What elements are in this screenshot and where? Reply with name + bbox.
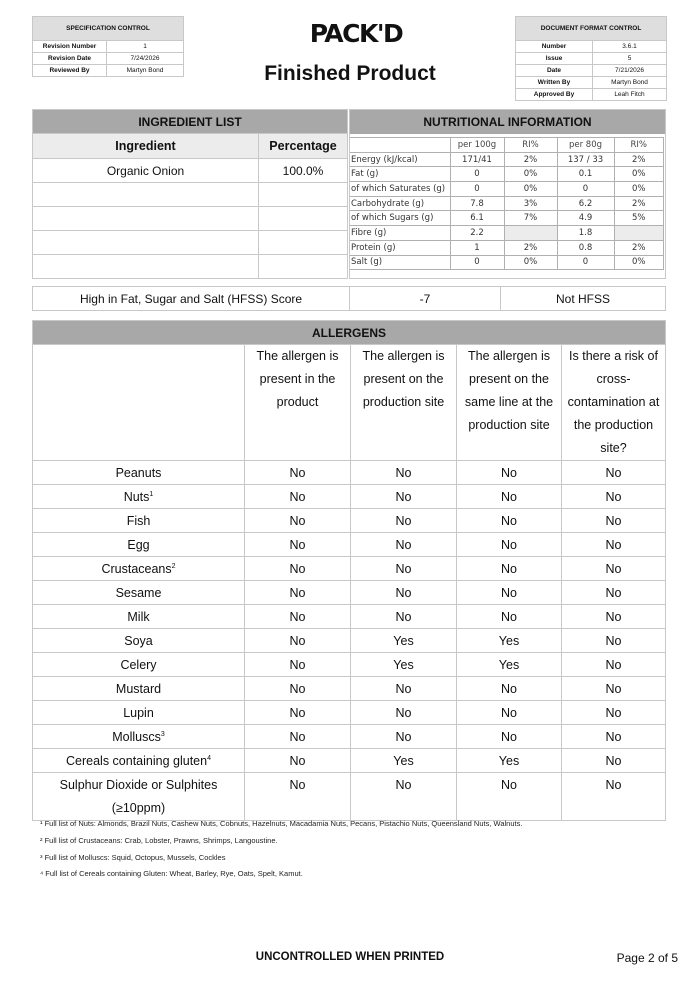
nutrient-value: 7% (504, 211, 557, 226)
allergens-table (32, 320, 666, 821)
nutrient-value: 3% (504, 196, 557, 211)
allergen-name (33, 749, 245, 773)
spec-value: Martyn Bond (107, 65, 184, 77)
allergen-row (33, 773, 666, 821)
nutrient-name: of which Saturates (g) (350, 182, 450, 197)
nutrient-value: 0% (614, 167, 664, 182)
allergen-name (33, 605, 245, 629)
allergen-column-header: Is there a risk of cross-contamination at the production site? (562, 345, 666, 461)
nutrition-row (350, 226, 664, 241)
allergen-answer: No (562, 509, 666, 533)
nutrient-value: 2.2 (450, 226, 504, 241)
allergen-answer: No (562, 461, 666, 485)
allergen-answer: Yes (457, 653, 562, 677)
allergen-answer: No (245, 557, 351, 581)
allergen-answer: No (457, 773, 562, 821)
nutrition-row (350, 240, 664, 255)
allergen-row (33, 677, 666, 701)
nutrient-value: 1 (450, 240, 504, 255)
doc-label: Date (516, 65, 593, 77)
allergen-name-text: Celery (120, 657, 157, 672)
nutrient-name: Salt (g) (350, 255, 450, 270)
ingredient-percentage (259, 255, 348, 279)
percentage-column-header: Percentage (259, 134, 348, 159)
allergen-answer: No (245, 461, 351, 485)
footnote: ³ Full list of Molluscs: Squid, Octopus, Mussels, Cockles (40, 852, 226, 862)
allergen-answer: No (457, 557, 562, 581)
allergen-answer: No (245, 605, 351, 629)
ingredient-percentage (259, 183, 348, 207)
allergens-header-row (33, 345, 666, 461)
allergen-row (33, 629, 666, 653)
ingredient-row (33, 159, 348, 183)
allergen-answer: No (351, 461, 457, 485)
allergen-name (33, 485, 245, 509)
allergen-answer: No (351, 677, 457, 701)
allergen-row (33, 701, 666, 725)
spec-row (33, 65, 184, 77)
ingredient-row (33, 183, 348, 207)
nutrient-name: of which Sugars (g) (350, 211, 450, 226)
doc-value: 3.6.1 (593, 41, 667, 53)
allergen-answer: No (245, 773, 351, 821)
allergen-name-text: Sulphur Dioxide or Sulphites (≥10ppm) (59, 778, 218, 815)
nutrient-value: 0 (557, 182, 614, 197)
allergen-name-text: Fish (126, 513, 151, 528)
nutritional-information-panel (349, 109, 666, 279)
allergen-answer: No (351, 701, 457, 725)
allergen-answer: No (245, 485, 351, 509)
allergen-column-header: The allergen is present in the product (245, 345, 351, 461)
nutrient-value: 1.8 (557, 226, 614, 241)
nutrient-value: 0.8 (557, 240, 614, 255)
allergen-row (33, 725, 666, 749)
allergen-answer: No (351, 605, 457, 629)
ingredient-row (33, 255, 348, 279)
doc-row (516, 65, 667, 77)
allergen-name-text: Sesame (115, 585, 162, 600)
allergen-name-text: Lupin (123, 705, 154, 720)
nutrition-header-cell: per 80g (557, 138, 614, 153)
footnote-marker: 2 (171, 562, 176, 570)
spec-control-title: SPECIFICATION CONTROL (33, 17, 184, 41)
allergen-answer: No (562, 581, 666, 605)
allergen-answer: Yes (351, 653, 457, 677)
doc-value: 7/21/2026 (593, 65, 667, 77)
nutrient-value: 0 (450, 167, 504, 182)
nutrient-name: Carbohydrate (g) (350, 196, 450, 211)
nutrient-value: 6.1 (450, 211, 504, 226)
allergen-name (33, 701, 245, 725)
nutrient-value: 2% (504, 240, 557, 255)
ingredient-name: Organic Onion (33, 159, 259, 183)
allergen-row (33, 605, 666, 629)
allergen-answer: No (351, 725, 457, 749)
nutrient-value: 7.8 (450, 196, 504, 211)
nutrient-value: 2% (614, 240, 664, 255)
allergen-answer: No (457, 725, 562, 749)
allergen-name (33, 629, 245, 653)
allergen-answer: Yes (457, 629, 562, 653)
allergen-answer: No (245, 749, 351, 773)
ingredient-name (33, 255, 259, 279)
allergen-answer: No (245, 629, 351, 653)
nutrition-row (350, 211, 664, 226)
allergen-answer: No (562, 605, 666, 629)
doc-row (516, 77, 667, 89)
ingredient-name (33, 183, 259, 207)
spec-row (33, 53, 184, 65)
doc-row (516, 41, 667, 53)
allergen-column-header: The allergen is present on the production site (351, 345, 457, 461)
nutrition-table (350, 137, 664, 270)
allergen-row (33, 509, 666, 533)
allergen-answer: Yes (457, 749, 562, 773)
page-number: Page 2 of 5 (616, 951, 678, 965)
allergen-answer: No (562, 533, 666, 557)
nutrition-row (350, 167, 664, 182)
allergen-name-text: Soya (124, 633, 153, 648)
hfss-label: High in Fat, Sugar and Salt (HFSS) Score (33, 287, 350, 311)
allergen-answer: No (562, 725, 666, 749)
footnote-marker: 1 (149, 490, 154, 498)
allergen-answer: No (351, 557, 457, 581)
allergen-name-text: Mustard (115, 681, 162, 696)
footnote-marker: 3 (160, 730, 165, 738)
nutrient-value: 5% (614, 211, 664, 226)
spec-value: 1 (107, 41, 184, 53)
allergen-name (33, 509, 245, 533)
allergen-name-text: Peanuts (115, 465, 162, 480)
allergen-answer: No (351, 485, 457, 509)
nutrition-row (350, 196, 664, 211)
allergen-name (33, 653, 245, 677)
spec-row (33, 41, 184, 53)
allergen-name-text: Cereals containing gluten (66, 753, 208, 768)
allergen-name (33, 677, 245, 701)
allergen-name (33, 557, 245, 581)
nutrition-row (350, 152, 664, 167)
ingredient-percentage: 100.0% (259, 159, 348, 183)
nutrient-value: 0 (557, 255, 614, 270)
uncontrolled-notice: UNCONTROLLED WHEN PRINTED (255, 951, 445, 963)
allergen-row (33, 461, 666, 485)
doc-row (516, 89, 667, 101)
nutrition-row (350, 182, 664, 197)
allergen-name-text: Molluscs (112, 729, 161, 744)
allergen-answer: No (457, 701, 562, 725)
allergen-row (33, 749, 666, 773)
ingredient-list-title: INGREDIENT LIST (33, 110, 348, 134)
nutrient-value: 0 (450, 182, 504, 197)
nutrition-header-cell: per 100g (450, 138, 504, 153)
spec-label: Revision Date (33, 53, 107, 65)
doc-label: Issue (516, 53, 593, 65)
page-title: Finished Product (264, 62, 436, 85)
nutrient-name: Energy (kJ/kcal) (350, 152, 450, 167)
allergen-answer: No (245, 725, 351, 749)
nutrient-value: 0.1 (557, 167, 614, 182)
allergen-answer: No (562, 557, 666, 581)
allergen-name-text: Milk (127, 609, 150, 624)
allergen-row (33, 557, 666, 581)
nutrient-value: 171/41 (450, 152, 504, 167)
allergen-row (33, 653, 666, 677)
ingredient-percentage (259, 207, 348, 231)
allergen-answer: No (351, 533, 457, 557)
footnotes (40, 818, 660, 885)
allergen-answer: No (562, 749, 666, 773)
footnote: ¹ Full list of Nuts: Almonds, Brazil Nuts, Cashew Nuts, Cobnuts, Hazelnuts, Macadamia Nuts, Pecans, Pistachio Nuts, Queensland Nuts, Walnuts. (40, 819, 523, 828)
nutrient-value: 2% (614, 152, 664, 167)
allergen-answer: Yes (351, 629, 457, 653)
allergen-row (33, 533, 666, 557)
allergen-answer: No (457, 509, 562, 533)
nutrient-value: 6.2 (557, 196, 614, 211)
nutrient-value: 0% (614, 182, 664, 197)
nutrient-value: 137 / 33 (557, 152, 614, 167)
allergen-column-header: The allergen is present on the same line at the production site (457, 345, 562, 461)
allergen-name-text: Egg (127, 537, 150, 552)
nutrient-value: 0% (504, 255, 557, 270)
ingredient-name (33, 207, 259, 231)
allergen-name-text: Nuts (123, 489, 150, 504)
allergen-name (33, 461, 245, 485)
nutrition-header-cell: RI% (504, 138, 557, 153)
allergen-name (33, 725, 245, 749)
doc-label: Written By (516, 77, 593, 89)
allergen-answer: No (245, 701, 351, 725)
allergen-name-text: Crustaceans (101, 561, 172, 576)
allergen-answer: No (245, 677, 351, 701)
nutrient-value: 0% (504, 182, 557, 197)
footnote: ⁴ Full list of Cereals containing Gluten: Wheat, Barley, Rye, Oats, Spelt, Kamut. (40, 869, 303, 879)
document-format-control-box (515, 16, 667, 101)
allergen-answer: No (457, 677, 562, 701)
allergen-answer: No (351, 509, 457, 533)
allergen-answer: No (245, 581, 351, 605)
nutrient-name: Fat (g) (350, 167, 450, 182)
nutrient-value: 2% (614, 196, 664, 211)
ingredient-row (33, 231, 348, 255)
nutrition-header-cell (350, 138, 450, 153)
doc-value: 5 (593, 53, 667, 65)
allergen-answer: No (245, 509, 351, 533)
allergen-row (33, 581, 666, 605)
spec-label: Reviewed By (33, 65, 107, 77)
allergen-row (33, 485, 666, 509)
doc-label: Number (516, 41, 593, 53)
allergen-answer: No (457, 461, 562, 485)
doc-value: Martyn Bond (593, 77, 667, 89)
allergen-answer: No (351, 773, 457, 821)
hfss-score-table (32, 286, 666, 311)
allergen-answer: Yes (351, 749, 457, 773)
allergen-name-header (33, 345, 245, 461)
allergen-answer: No (562, 773, 666, 821)
allergen-answer: No (562, 653, 666, 677)
allergen-answer: No (457, 533, 562, 557)
allergen-answer: No (245, 533, 351, 557)
brand-logo: PACK'D (309, 19, 403, 48)
nutrient-name: Fibre (g) (350, 226, 450, 241)
nutrition-header-cell: RI% (614, 138, 664, 153)
nutrient-value (504, 226, 557, 241)
hfss-score: -7 (350, 287, 501, 311)
allergen-answer: No (245, 653, 351, 677)
allergen-answer: No (562, 629, 666, 653)
allergen-answer: No (562, 701, 666, 725)
doc-row (516, 53, 667, 65)
nutrient-value: 0% (504, 167, 557, 182)
nutrient-value: 0 (450, 255, 504, 270)
nutrient-value: 4.9 (557, 211, 614, 226)
doc-label: Approved By (516, 89, 593, 101)
allergen-name (33, 581, 245, 605)
nutrient-value (614, 226, 664, 241)
ingredient-percentage (259, 231, 348, 255)
allergen-answer: No (457, 605, 562, 629)
allergen-name (33, 533, 245, 557)
doc-value: Leah Fitch (593, 89, 667, 101)
specification-control-box (32, 16, 184, 77)
allergen-answer: No (562, 485, 666, 509)
nutrition-title: NUTRITIONAL INFORMATION (350, 110, 665, 134)
nutrient-name: Protein (g) (350, 240, 450, 255)
allergen-answer: No (457, 485, 562, 509)
hfss-status: Not HFSS (501, 287, 666, 311)
allergen-name (33, 773, 245, 821)
ingredient-row (33, 207, 348, 231)
ingredient-list-table (32, 109, 348, 279)
footnote: ² Full list of Crustaceans: Crab, Lobster, Prawns, Shrimps, Langoustine. (40, 835, 278, 845)
doc-control-title: DOCUMENT FORMAT CONTROL (516, 17, 667, 41)
allergen-answer: No (351, 581, 457, 605)
nutrition-row (350, 255, 664, 270)
footnote-marker: 4 (207, 754, 211, 762)
allergen-answer: No (562, 677, 666, 701)
spec-label: Revision Number (33, 41, 107, 53)
allergen-answer: No (457, 581, 562, 605)
nutrient-value: 2% (504, 152, 557, 167)
nutrient-value: 0% (614, 255, 664, 270)
spec-value: 7/24/2026 (107, 53, 184, 65)
ingredient-column-header: Ingredient (33, 134, 259, 159)
ingredient-name (33, 231, 259, 255)
nutrition-header-row (350, 138, 664, 153)
allergens-title: ALLERGENS (33, 321, 666, 345)
